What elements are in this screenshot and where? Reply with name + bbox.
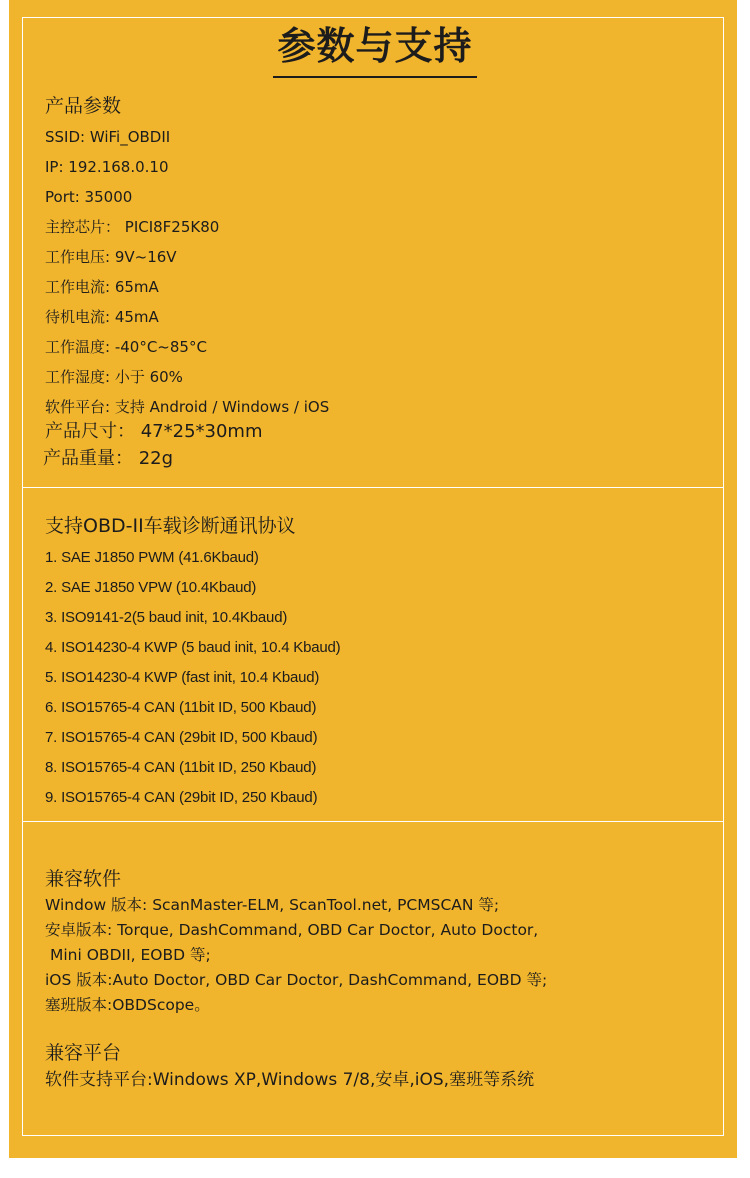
protocol-item: 1. SAE J1850 PWM (41.6Kbaud) [45, 549, 259, 566]
protocol-item: 8. ISO15765-4 CAN (11bit ID, 250 Kbaud) [45, 759, 317, 776]
param-line: 主控芯片： PICI8F25K80 [45, 218, 220, 236]
software-line: iOS 版本:Auto Doctor, OBD Car Doctor, DashCommand, EOBD 等; [45, 971, 548, 989]
software-heading: 兼容软件 [45, 868, 122, 890]
param-line: Port: 35000 [45, 188, 133, 206]
param-line: IP: 192.168.0.10 [45, 158, 169, 176]
page-title-wrap [0, 22, 750, 78]
product-size: 产品尺寸： 47*25*30mm [45, 421, 263, 442]
software-line: Mini OBDII, EOBD 等; [50, 946, 211, 964]
param-line: 工作电流: 65mA [45, 278, 159, 296]
protocol-item: 3. ISO9141-2(5 baud init, 10.4Kbaud) [45, 609, 288, 626]
software-line: 安卓版本: Torque, DashCommand, OBD Car Doctor, Auto Doctor, [45, 921, 539, 939]
params-heading: 产品参数 [45, 95, 122, 117]
page-title: 参数与支持 [273, 22, 476, 78]
protocol-item: 7. ISO15765-4 CAN (29bit ID, 500 Kbaud) [45, 729, 318, 746]
protocols-heading: 支持OBD-II车载诊断通讯协议 [45, 515, 296, 537]
param-line: SSID: WiFi_OBDII [45, 128, 171, 146]
protocol-item: 2. SAE J1850 VPW (10.4Kbaud) [45, 579, 257, 596]
protocol-item: 6. ISO15765-4 CAN (11bit ID, 500 Kbaud) [45, 699, 317, 716]
software-line: Window 版本: ScanMaster-ELM, ScanTool.net, PCMSCAN 等; [45, 896, 500, 914]
content-frame [22, 17, 724, 1136]
param-line: 工作湿度: 小于 60% [45, 368, 183, 386]
platform-heading: 兼容平台 [45, 1042, 122, 1064]
section-divider [22, 821, 724, 822]
product-weight: 产品重量： 22g [43, 448, 174, 469]
protocol-item: 4. ISO14230-4 KWP (5 baud init, 10.4 Kbaud) [45, 639, 341, 656]
protocol-item: 5. ISO14230-4 KWP (fast init, 10.4 Kbaud) [45, 669, 320, 686]
section-divider [22, 487, 724, 488]
protocol-item: 9. ISO15765-4 CAN (29bit ID, 250 Kbaud) [45, 789, 318, 806]
param-line: 待机电流: 45mA [45, 308, 159, 326]
software-line: 塞班版本:OBDScope。 [45, 996, 210, 1014]
platform-line: 软件支持平台:Windows XP,Windows 7/8,安卓,iOS,塞班等系统 [45, 1070, 535, 1090]
param-line: 工作温度: -40°C~85°C [45, 338, 207, 356]
param-line: 工作电压: 9V~16V [45, 248, 177, 266]
param-line: 软件平台: 支持 Android / Windows / iOS [45, 398, 330, 416]
